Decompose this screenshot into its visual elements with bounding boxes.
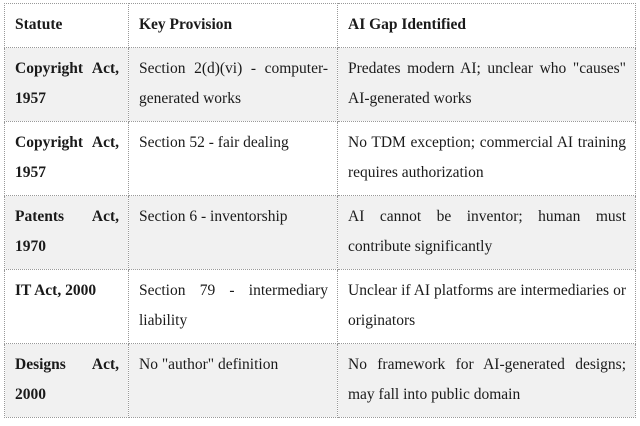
table-row <box>5 270 636 344</box>
cell-statute: Designs Act, 2000 <box>5 344 129 418</box>
cell-key-provision: No "author" definition <box>129 344 338 418</box>
table-row <box>5 196 636 270</box>
column-header-ai-gap: AI Gap Identified <box>338 4 636 48</box>
cell-ai-gap: Predates modern AI; unclear who "causes" AI-generated works <box>338 48 636 122</box>
cell-key-provision: Section 6 - inventorship <box>129 196 338 270</box>
cell-key-provision: Section 52 - fair dealing <box>129 122 338 196</box>
column-header-statute: Statute <box>5 4 129 48</box>
ai-legal-gap-table <box>4 3 636 418</box>
cell-ai-gap: Unclear if AI platforms are intermediaries or originators <box>338 270 636 344</box>
cell-key-provision: Section 2(d)(vi) - computer-generated works <box>129 48 338 122</box>
cell-ai-gap: No TDM exception; commercial AI training requires authorization <box>338 122 636 196</box>
cell-statute: Copyright Act, 1957 <box>5 48 129 122</box>
table-row <box>5 344 636 418</box>
cell-statute: Copyright Act, 1957 <box>5 122 129 196</box>
header-row <box>5 4 636 48</box>
cell-ai-gap: No framework for AI-generated designs; may fall into public domain <box>338 344 636 418</box>
column-header-key-provision: Key Provision <box>129 4 338 48</box>
cell-statute: IT Act, 2000 <box>5 270 129 344</box>
cell-ai-gap: AI cannot be inventor; human must contribute significantly <box>338 196 636 270</box>
cell-statute: Patents Act, 1970 <box>5 196 129 270</box>
table-row <box>5 122 636 196</box>
table-row <box>5 48 636 122</box>
cell-key-provision: Section 79 - intermediary liability <box>129 270 338 344</box>
